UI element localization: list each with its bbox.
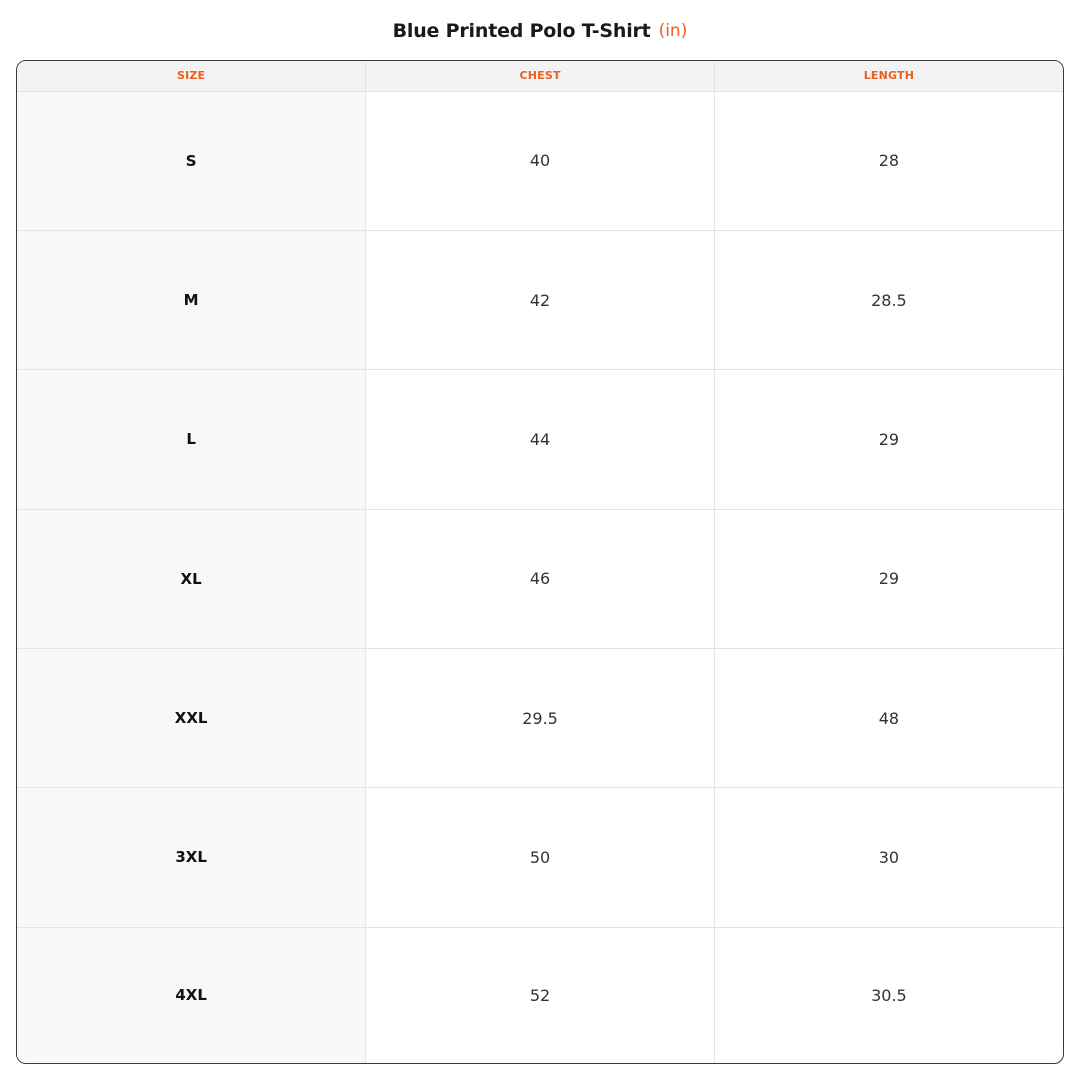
- table-body: [17, 91, 1063, 1063]
- size-cell: M: [17, 230, 366, 369]
- table-row: [17, 788, 1063, 927]
- length-cell: 28: [714, 91, 1063, 230]
- length-cell: 29: [714, 509, 1063, 648]
- size-cell: L: [17, 370, 366, 509]
- table-row: [17, 648, 1063, 787]
- size-cell: S: [17, 91, 366, 230]
- size-chart-table: [17, 61, 1063, 1063]
- length-cell: 30.5: [871, 985, 907, 1005]
- length-cell: 30: [714, 788, 1063, 927]
- chest-cell: 46: [366, 509, 715, 648]
- chest-cell: 50: [366, 788, 715, 927]
- unit-label: (in): [658, 21, 688, 41]
- table-row: [17, 370, 1063, 509]
- column-header-size: SIZE: [17, 61, 366, 91]
- table-row: [17, 509, 1063, 648]
- size-cell: 3XL: [17, 788, 366, 927]
- size-cell: XL: [17, 509, 366, 648]
- table-row: [17, 927, 1063, 1063]
- table-row: [17, 230, 1063, 369]
- size-chart-table-container: [16, 60, 1064, 1064]
- table-header: [17, 61, 1063, 91]
- page-title: Blue Printed Polo T-Shirt: [392, 20, 651, 42]
- title-row: [0, 14, 1080, 48]
- chest-cell: 40: [366, 91, 715, 230]
- table-row: [17, 91, 1063, 230]
- size-cell: XXL: [17, 648, 366, 787]
- chest-cell: 52: [366, 927, 715, 1063]
- chest-cell: 29.5: [366, 648, 715, 787]
- table-header-row: [17, 61, 1063, 91]
- column-header-length: LENGTH: [714, 61, 1063, 91]
- column-header-chest: CHEST: [366, 61, 715, 91]
- chest-cell: 44: [366, 370, 715, 509]
- length-cell: 29: [714, 370, 1063, 509]
- length-cell: 28.5: [714, 230, 1063, 369]
- size-cell: 4XL: [17, 927, 366, 1063]
- length-cell: 48: [714, 648, 1063, 787]
- chest-cell: 42: [366, 230, 715, 369]
